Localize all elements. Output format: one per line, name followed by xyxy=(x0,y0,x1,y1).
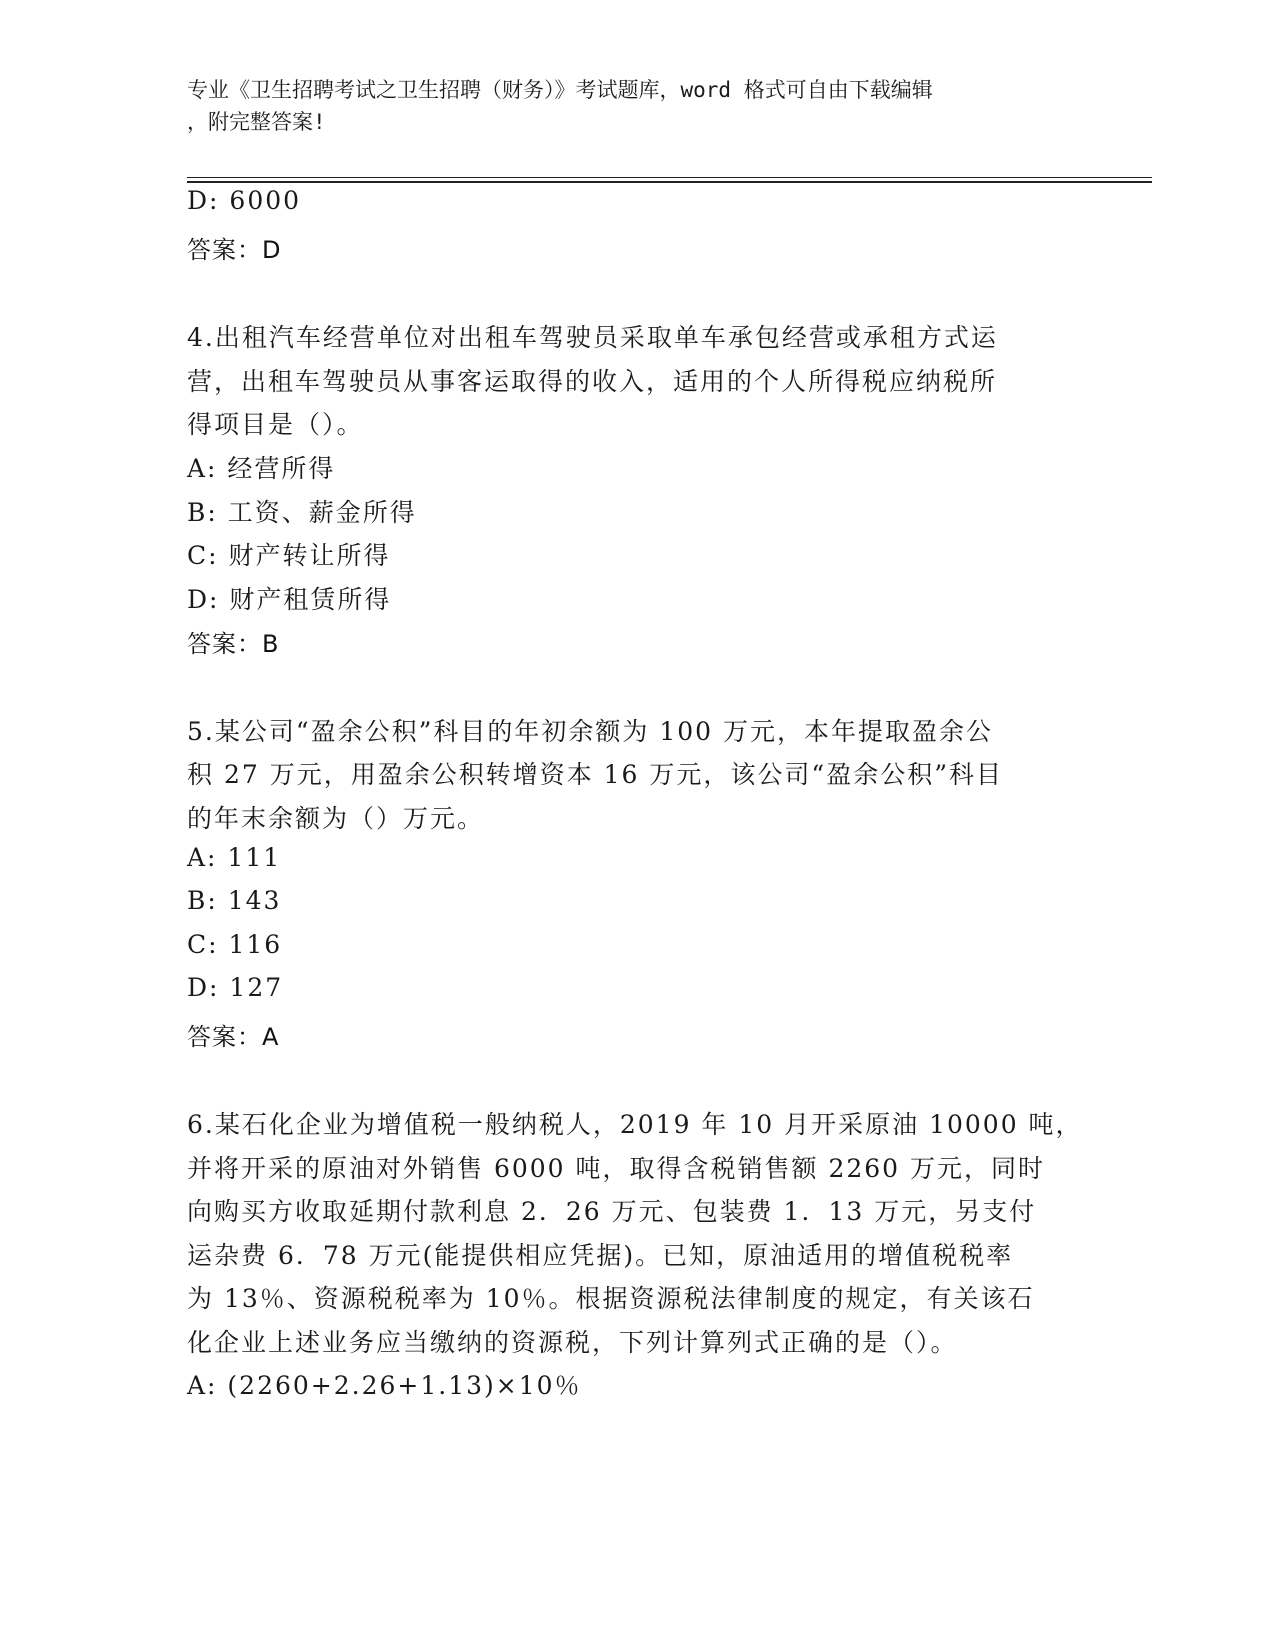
q4-option-b: B: 工资、薪金所得 xyxy=(187,498,417,527)
q6-option-a: A: (2260+2.26+1.13)×10％ xyxy=(187,1371,582,1400)
header-rule-thin xyxy=(187,177,1152,178)
q6-stem-line-1: 6.某石化企业为增值税一般纳税人，2019 年 10 月开采原油 10000 吨， xyxy=(187,1110,1083,1139)
q6-stem-line-5: 为 13％、资源税税率为 10％。根据资源税法律制度的规定，有关该石 xyxy=(187,1284,1035,1313)
q6-stem-line-2: 并将开采的原油对外销售 6000 吨，取得含税销售额 2260 万元，同时 xyxy=(187,1154,1046,1183)
q4-option-a: A: 经营所得 xyxy=(187,454,336,483)
q6-stem-line-3: 向购买方收取延期付款利息 2．26 万元、包装费 1．13 万元，另支付 xyxy=(187,1197,1037,1226)
q5-option-c: C: 116 xyxy=(187,930,283,959)
prev-option-d: D: 6000 xyxy=(187,186,302,215)
q6-stem-line-6: 化企业上述业务应当缴纳的资源税，下列计算列式正确的是（）。 xyxy=(187,1328,958,1357)
q5-option-a: A: 111 xyxy=(187,843,282,872)
header-line-2: ，附完整答案! xyxy=(187,110,326,134)
q4-option-d: D: 财产租赁所得 xyxy=(187,585,392,614)
page-header xyxy=(187,74,1067,138)
q5-stem-line-2: 积 27 万元，用盈余公积转增资本 16 万元，该公司“盈余公积”科目 xyxy=(187,760,1003,789)
q4-stem-line-2: 营，出租车驾驶员从事客运取得的收入，适用的个人所得税应纳税所 xyxy=(187,367,998,396)
header-line-1: 专业《卫生招聘考试之卫生招聘（财务）》考试题库，word 格式可自由下载编辑 xyxy=(187,78,933,102)
q4-stem-line-3: 得项目是（）。 xyxy=(187,410,364,439)
header-rule-thick xyxy=(187,181,1152,183)
q4-option-c: C: 财产转让所得 xyxy=(187,541,391,570)
q6-stem-line-4: 运杂费 6．78 万元(能提供相应凭据)。已知，原油适用的增值税税率 xyxy=(187,1241,1014,1270)
q5-stem-line-1: 5.某公司“盈余公积”科目的年初余额为 100 万元，本年提取盈余公 xyxy=(187,717,994,746)
q5-option-b: B: 143 xyxy=(187,886,282,915)
q4-answer: 答案：B xyxy=(187,630,280,658)
q5-stem-line-3: 的年末余额为（）万元。 xyxy=(187,804,485,833)
prev-answer: 答案：D xyxy=(187,236,282,264)
q4-stem-line-1: 4.出租汽车经营单位对出租车驾驶员采取单车承包经营或承租方式运 xyxy=(187,323,998,352)
q5-answer: 答案：A xyxy=(187,1023,280,1051)
q5-option-d: D: 127 xyxy=(187,973,284,1002)
